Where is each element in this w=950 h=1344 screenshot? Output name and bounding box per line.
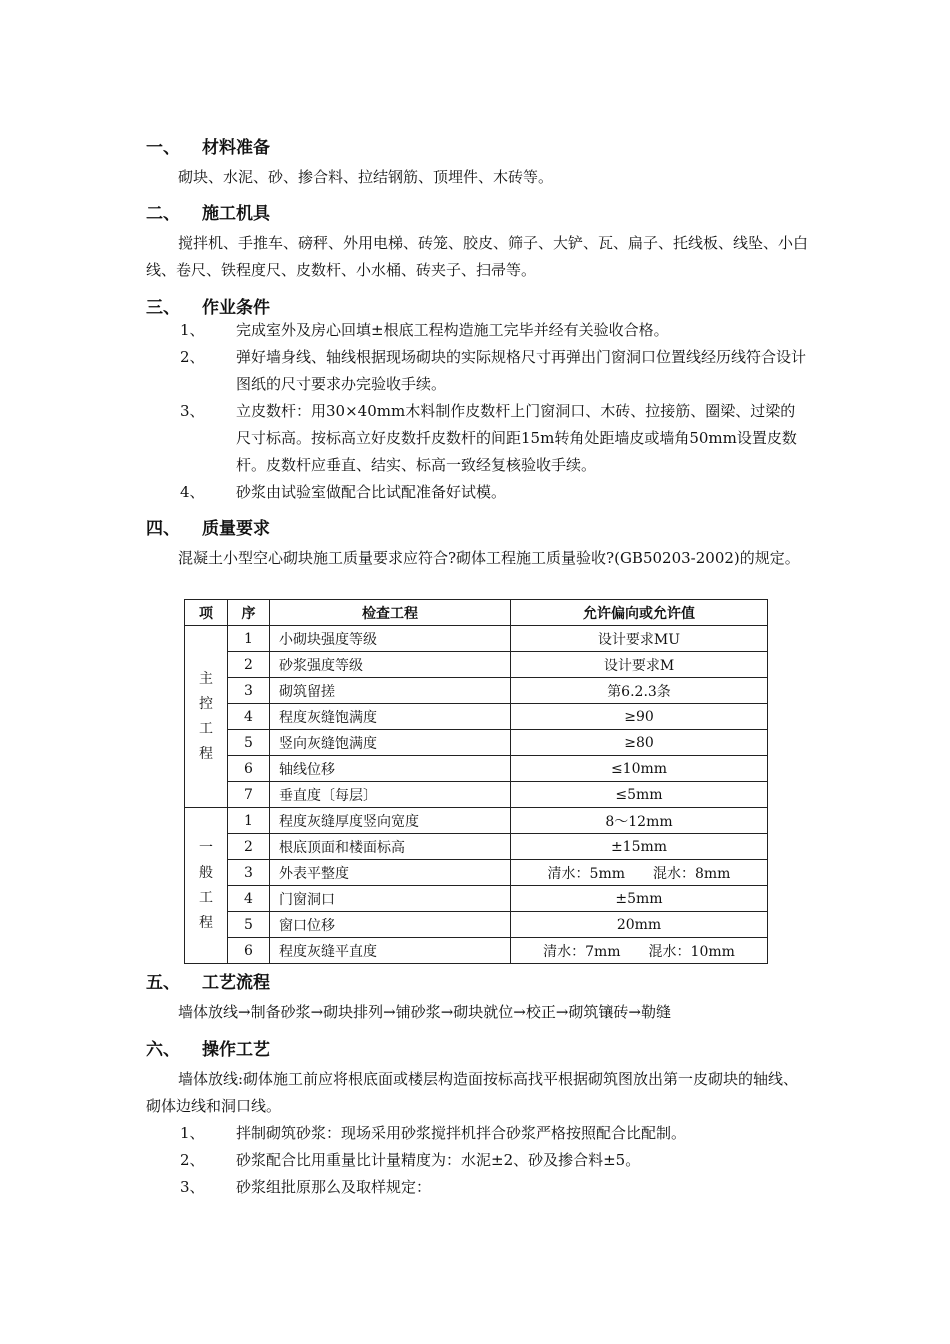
row-seq: 3 — [228, 860, 270, 886]
section-number: 一、 — [146, 138, 180, 158]
group-label-main-control: 主 控 工 程 — [185, 626, 228, 808]
row-item: 砂浆强度等级 — [270, 652, 511, 678]
list-item — [180, 317, 810, 344]
row-item: 门窗洞口 — [270, 886, 511, 912]
table-row — [185, 782, 768, 808]
section-heading-process-flow — [146, 968, 270, 993]
row-item: 竖向灰缝饱满度 — [270, 730, 511, 756]
row-value: 设计要求M — [511, 652, 768, 678]
section-heading-quality — [146, 514, 270, 539]
row-value: 清水：7mm 混水：10mm — [511, 938, 768, 964]
list-item — [180, 479, 810, 506]
section-title: 操作工艺 — [202, 1040, 270, 1060]
paragraph-materials — [146, 164, 808, 191]
table-row — [185, 912, 768, 938]
list-item-text: 砂浆由试验室做配合比试配准备好试模。 — [236, 483, 507, 501]
paragraph-process-flow — [146, 999, 808, 1026]
column-header-item: 检查工程 — [270, 600, 511, 626]
table-row — [185, 886, 768, 912]
table-row — [185, 860, 768, 886]
table-row — [185, 834, 768, 860]
row-item: 垂直度〔每层〕 — [270, 782, 511, 808]
section-title: 工艺流程 — [202, 973, 270, 993]
row-seq: 5 — [228, 730, 270, 756]
section-title: 质量要求 — [202, 519, 270, 539]
column-header-category: 项 — [185, 600, 228, 626]
list-item-text: 砂浆配合比用重量比计量精度为：水泥±2、砂及掺合料±5。 — [236, 1151, 641, 1169]
table-header-row — [185, 600, 768, 626]
section-heading-materials — [146, 133, 270, 158]
list-item — [180, 1174, 810, 1201]
paragraph-operation — [146, 1066, 808, 1120]
paragraph-text: 墙体放线:砌体施工前应将根底面或楼层构造面按标高找平根据砌筑图放出第一皮砌块的轴线、砌体边线和洞口线。 — [146, 1070, 799, 1115]
row-value: 8～12mm — [511, 808, 768, 834]
list-item-text: 砂浆组批原那么及取样规定： — [236, 1178, 432, 1196]
section-heading-conditions — [146, 293, 270, 318]
row-value: ≥90 — [511, 704, 768, 730]
list-item — [180, 344, 810, 398]
table-row — [185, 678, 768, 704]
row-value: ≤5mm — [511, 782, 768, 808]
section-title: 作业条件 — [202, 298, 270, 318]
row-value: 设计要求MU — [511, 626, 768, 652]
row-seq: 4 — [228, 886, 270, 912]
table-row — [185, 652, 768, 678]
section-number: 二、 — [146, 204, 180, 224]
table-row — [185, 730, 768, 756]
column-header-seq: 序 — [228, 600, 270, 626]
row-item: 根底顶面和楼面标高 — [270, 834, 511, 860]
row-value: ≥80 — [511, 730, 768, 756]
row-seq: 1 — [228, 626, 270, 652]
row-seq: 6 — [228, 938, 270, 964]
row-seq: 5 — [228, 912, 270, 938]
row-seq: 6 — [228, 756, 270, 782]
list-item-number: 3、 — [180, 1178, 205, 1196]
section-title: 施工机具 — [202, 204, 270, 224]
row-value: 清水：5mm 混水：8mm — [511, 860, 768, 886]
row-seq: 7 — [228, 782, 270, 808]
table-row — [185, 626, 768, 652]
list-item-text: 立皮数杆：用30×40mm木料制作皮数杆上门窗洞口、木砖、拉接筋、圈梁、过梁的尺寸标高。按标高立好皮数扦皮数杆的间距15m转角处距墙皮或墙角50mm设置皮数杆。皮数杆应垂直、结实、标高一致经复核验收手续。 — [236, 402, 797, 474]
row-item: 程度灰缝平直度 — [270, 938, 511, 964]
row-item: 程度灰缝厚度竖向宽度 — [270, 808, 511, 834]
section-number: 四、 — [146, 519, 180, 539]
table-row — [185, 704, 768, 730]
row-value: 20mm — [511, 912, 768, 938]
row-item: 窗口位移 — [270, 912, 511, 938]
section-heading-tools — [146, 199, 270, 224]
list-item-number: 1、 — [180, 1124, 205, 1142]
table-row — [185, 808, 768, 834]
paragraph-text: 墙体放线→制备砂浆→砌块排列→铺砂浆→砌块就位→校正→砌筑镶砖→勒缝 — [178, 1003, 671, 1021]
list-item-number: 3、 — [180, 402, 205, 420]
row-value: 第6.2.3条 — [511, 678, 768, 704]
section-heading-operation — [146, 1035, 270, 1060]
row-seq: 1 — [228, 808, 270, 834]
row-seq: 3 — [228, 678, 270, 704]
column-header-tolerance: 允许偏向或允许值 — [511, 600, 768, 626]
table-row — [185, 938, 768, 964]
row-seq: 2 — [228, 652, 270, 678]
paragraph-text: 混凝土小型空心砌块施工质量要求应符合?砌体工程施工质量验收?(GB50203-2002)的规定。 — [178, 549, 800, 567]
row-value: ±5mm — [511, 886, 768, 912]
list-item-number: 1、 — [180, 321, 205, 339]
row-seq: 4 — [228, 704, 270, 730]
list-item-number: 2、 — [180, 1151, 205, 1169]
row-item: 小砌块强度等级 — [270, 626, 511, 652]
row-value: ≤10mm — [511, 756, 768, 782]
section-title: 材料准备 — [202, 138, 270, 158]
paragraph-quality — [146, 545, 808, 572]
paragraph-text: 砌块、水泥、砂、掺合料、拉结钢筋、顶埋件、木砖等。 — [178, 168, 554, 186]
list-item — [180, 398, 810, 479]
paragraph-text: 搅拌机、手推车、磅秤、外用电梯、砖笼、胶皮、筛子、大铲、瓦、扁子、托线板、线坠、小白线、卷尺、铁程度尺、皮数杆、小水桶、砖夹子、扫帚等。 — [146, 234, 809, 279]
list-item-number: 4、 — [180, 483, 205, 501]
row-item: 外表平整度 — [270, 860, 511, 886]
section-number: 五、 — [146, 973, 180, 993]
section-number: 三、 — [146, 298, 180, 318]
list-item-text: 拌制砌筑砂浆：现场采用砂浆搅拌机拌合砂浆严格按照配合比配制。 — [236, 1124, 687, 1142]
paragraph-tools — [146, 230, 808, 284]
row-value: ±15mm — [511, 834, 768, 860]
section-number: 六、 — [146, 1040, 180, 1060]
quality-table — [184, 599, 768, 964]
list-item — [180, 1147, 810, 1174]
row-item: 程度灰缝饱满度 — [270, 704, 511, 730]
row-item: 砌筑留搓 — [270, 678, 511, 704]
list-item-text: 弹好墙身线、轴线根据现场砌块的实际规格尺寸再弹出门窗洞口位置线经历线符合设计图纸的尺寸要求办完验收手续。 — [236, 348, 807, 393]
row-seq: 2 — [228, 834, 270, 860]
row-item: 轴线位移 — [270, 756, 511, 782]
table-row — [185, 756, 768, 782]
list-item-text: 完成室外及房心回填±根底工程构造施工完毕并经有关验收合格。 — [236, 321, 669, 339]
list-item-number: 2、 — [180, 348, 205, 366]
group-label-general: 一 般 工 程 — [185, 808, 228, 964]
list-item — [180, 1120, 810, 1147]
